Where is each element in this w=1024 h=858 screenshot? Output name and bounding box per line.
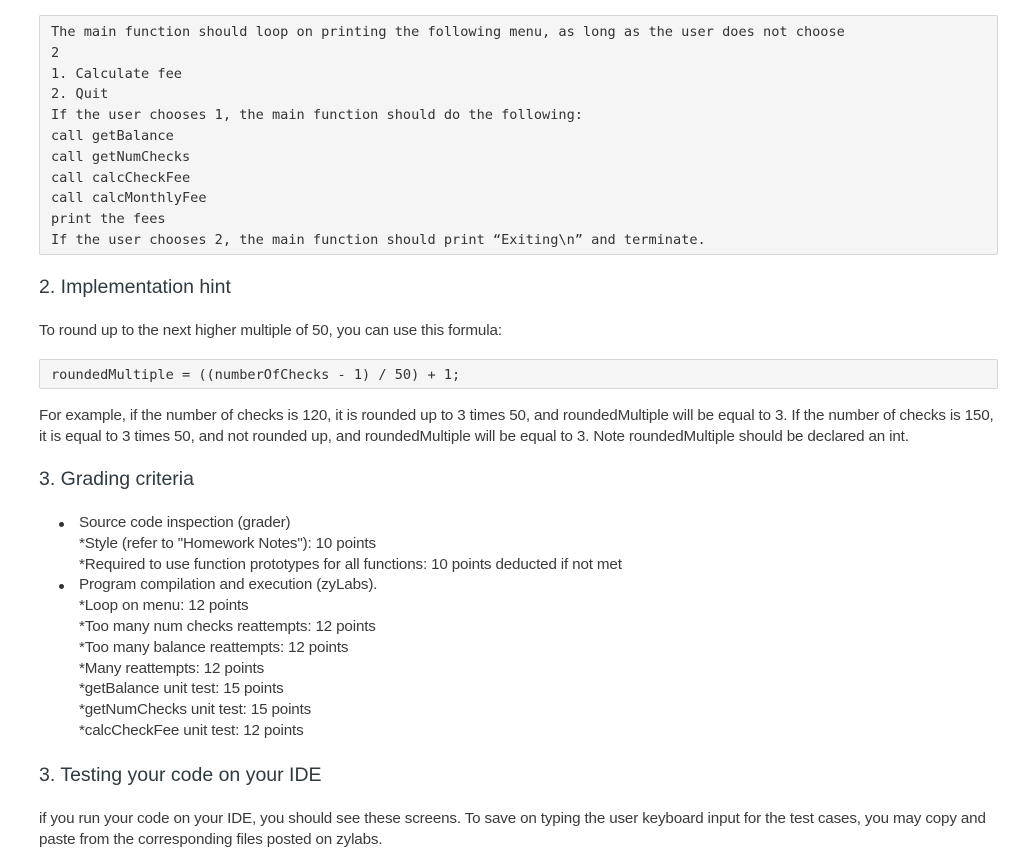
hint-intro-text: To round up to the next higher multiple of 50, you can use this formula:: [39, 322, 502, 339]
hint-example-text: For example, if the number of checks is 120, it is rounded up to 3 times 50, and roundedMultiple will be equal to 3. If the number of checks is 150, it is equal to 3 times 50, and not rounded up, and roundedMultiple will be equal to 3. Note roundedMultiple should be declared an int.: [39, 407, 994, 445]
code-line: call getNumChecks: [51, 148, 191, 165]
code-line: 1. Calculate fee: [51, 65, 182, 82]
criteria-title: Program compilation and execution (zyLabs).: [79, 576, 378, 594]
formula-code-line: roundedMultiple = ((numberOfChecks - 1) / 50) + 1;: [51, 367, 461, 383]
criteria-item: *Many reattempts: 12 points: [79, 659, 265, 677]
criteria-item: *calcCheckFee unit test: 12 points: [79, 721, 304, 739]
criteria-item: *getBalance unit test: 15 points: [79, 680, 284, 698]
bullet-icon: [59, 522, 64, 527]
bullet-icon: [59, 584, 64, 589]
code-line: call getBalance: [51, 127, 174, 144]
grading-criteria-list: [39, 513, 979, 742]
criteria-item: *getNumChecks unit test: 15 points: [79, 701, 312, 719]
list-item: [39, 575, 979, 741]
criteria-item: *Too many num checks reattempts: 12 points: [79, 617, 376, 635]
testing-text: if you run your code on your IDE, you should see these screens. To save on typing the user keyboard input for the test cases, you may copy and paste from the corresponding files posted on zylabs.: [39, 810, 986, 848]
code-line: call calcCheckFee: [51, 169, 191, 186]
grading-criteria-heading: 3. Grading criteria: [39, 468, 194, 490]
code-line: print the fees: [51, 211, 166, 228]
code-line: 2. Quit: [51, 86, 109, 103]
criteria-item: *Style (refer to "Homework Notes"): 10 points: [79, 534, 376, 552]
criteria-item: *Loop on menu: 12 points: [79, 597, 249, 615]
code-line: If the user chooses 2, the main function should print “Exiting\n” and terminate.: [51, 231, 706, 248]
list-item: [39, 513, 979, 575]
implementation-hint-heading: 2. Implementation hint: [39, 276, 231, 298]
criteria-item: *Too many balance reattempts: 12 points: [79, 638, 349, 656]
code-line: call calcMonthlyFee: [51, 190, 207, 207]
code-line: 2: [51, 44, 60, 61]
criteria-title: Source code inspection (grader): [79, 514, 291, 531]
code-line: The main function should loop on printing the following menu, as long as the user does not choose: [51, 24, 845, 40]
code-line: If the user chooses 1, the main function should do the following:: [51, 107, 583, 124]
menu-code-block: [39, 15, 998, 255]
testing-heading: 3. Testing your code on your IDE: [39, 764, 322, 786]
criteria-item: *Required to use function prototypes for all functions: 10 points deducted if not met: [79, 555, 622, 573]
formula-code-block: [39, 359, 998, 389]
